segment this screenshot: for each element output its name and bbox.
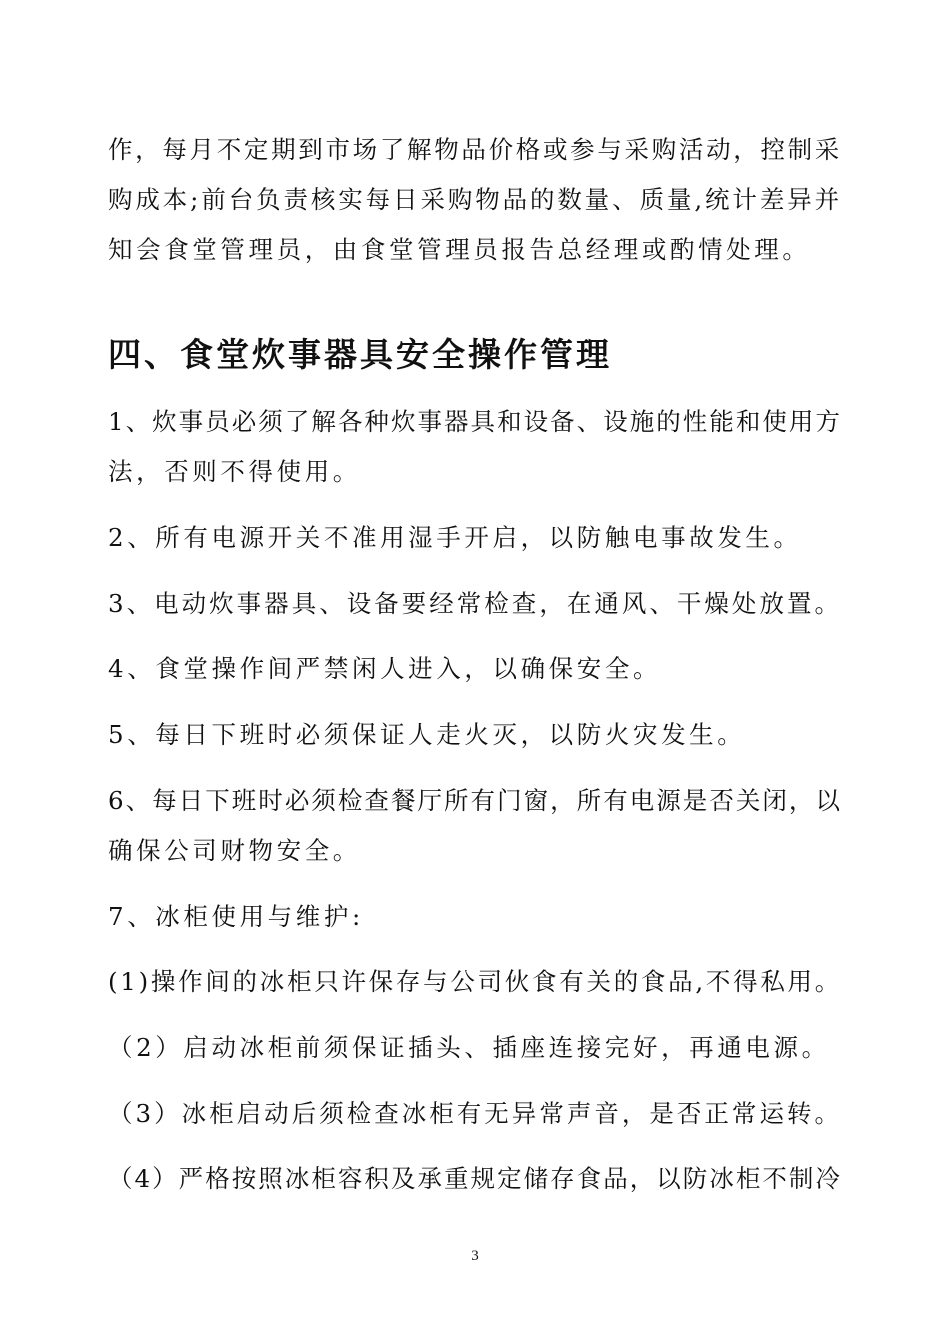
- intro-line-1: 作，每月不定期到市场了解物品价格或参与采购活动，控制采: [108, 135, 842, 164]
- body-line-10: (1)操作间的冰柜只许保存与公司伙食有关的食品,不得私用。: [108, 967, 842, 996]
- body-line-3: 2、所有电源开关不准用湿手开启，以防触电事故发生。: [108, 523, 802, 552]
- intro-line-3: 知会食堂管理员，由食堂管理员报告总经理或酌情处理。: [108, 235, 811, 264]
- body-line-2: 法，否则不得使用。: [108, 457, 361, 486]
- intro-line-2: 购成本;前台负责核实每日采购物品的数量、质量,统计差异并: [108, 185, 842, 214]
- body-line-9: 7、冰柜使用与维护:: [108, 902, 364, 931]
- body-line-5: 4、食堂操作间严禁闲人进入，以确保安全。: [108, 654, 662, 683]
- body-line-6: 5、每日下班时必须保证人走火灭，以防火灾发生。: [108, 720, 746, 749]
- body-line-4: 3、电动炊事器具、设备要经常检查，在通风、干燥处放置。: [108, 589, 842, 618]
- page-number: 3: [471, 1248, 479, 1264]
- section-heading: 四、食堂炊事器具安全操作管理: [108, 335, 612, 374]
- body-line-7: 6、每日下班时必须检查餐厅所有门窗，所有电源是否关闭，以: [108, 786, 842, 815]
- body-line-13: （4）严格按照冰柜容积及承重规定储存食品，以防冰柜不制冷: [108, 1164, 842, 1193]
- body-line-11: （2）启动冰柜前须保证插头、插座连接完好，再通电源。: [108, 1033, 830, 1062]
- body-line-8: 确保公司财物安全。: [108, 836, 361, 865]
- body-line-1: 1、炊事员必须了解各种炊事器具和设备、设施的性能和使用方: [108, 407, 842, 436]
- body-line-12: （3）冰柜启动后须检查冰柜有无异常声音，是否正常运转。: [108, 1099, 842, 1128]
